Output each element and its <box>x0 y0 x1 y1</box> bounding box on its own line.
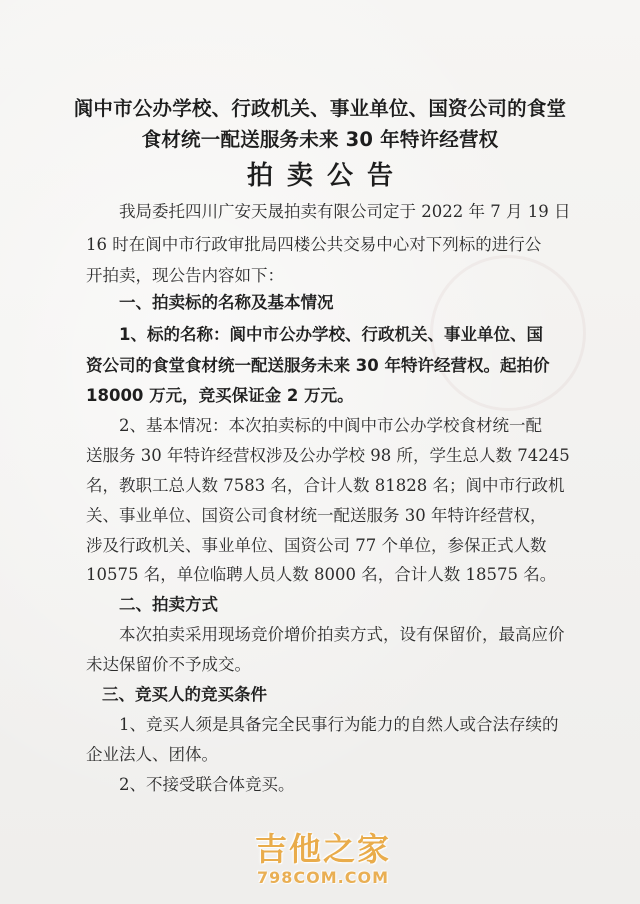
intro-line-2: 16 时在阆中市行政审批局四楼公共交易中心对下列标的进行公 <box>86 235 542 254</box>
section-3-heading: 三、竞买人的竞买条件 <box>102 685 267 704</box>
item-2-line-6: 10575 名，单位临聘人员人数 8000 名，合计人数 18575 名。 <box>86 565 557 584</box>
section-3-item-2: 2、不接受联合体竞买。 <box>119 775 295 794</box>
section-1-heading: 一、拍卖标的名称及基本情况 <box>119 293 334 312</box>
item-2-line-1: 2、基本情况：本次拍卖标的中阆中市公办学校食材统一配 <box>119 416 542 435</box>
site-watermark <box>238 830 408 896</box>
item-2-line-5: 涉及行政机关、事业单位、国资公司 77 个单位，参保正式人数 <box>86 536 547 555</box>
item-2-line-2: 送服务 30 年特许经营权涉及公办学校 98 所，学生总人数 74245 <box>86 446 570 465</box>
section-2-line-2: 未达保留价不予成交。 <box>86 655 251 674</box>
item-1-line-3: 18000 万元，竞买保证金 2 万元。 <box>86 386 354 405</box>
title-line-2: 食材统一配送服务未来 30 年特许经营权 <box>141 128 499 151</box>
item-1-line-1: 1、标的名称：阆中市公办学校、行政机关、事业单位、国 <box>119 325 543 344</box>
title-line-1: 阆中市公办学校、行政机关、事业单位、国资公司的食堂 <box>73 97 567 120</box>
section-2-line-1: 本次拍卖采用现场竞价增价拍卖方式，设有保留价，最高应价 <box>119 625 565 644</box>
intro-line-1: 我局委托四川广安天晟拍卖有限公司定于 2022 年 7 月 19 日 <box>119 202 571 221</box>
item-2-line-4: 关、事业单位、国资公司食材统一配送服务 30 年特许经营权， <box>86 506 547 525</box>
announcement-heading: 拍卖公告 <box>246 161 407 191</box>
section-3-item-1-line-2: 企业法人、团体。 <box>86 745 218 764</box>
intro-line-3: 开拍卖，现公告内容如下： <box>86 266 284 285</box>
watermark-logo-text: 吉他之家 <box>254 830 391 868</box>
watermark-url: 798COM.COM <box>256 868 389 887</box>
section-3-item-1-line-1: 1、竞买人须是具备完全民事行为能力的自然人或合法存续的 <box>119 715 559 734</box>
item-1-line-2: 资公司的食堂食材统一配送服务未来 30 年特许经营权。起拍价 <box>86 356 550 375</box>
item-2-line-3: 名，教职工总人数 7583 名，合计人数 81828 名；阆中市行政机 <box>86 476 565 495</box>
section-2-heading: 二、拍卖方式 <box>119 595 218 614</box>
